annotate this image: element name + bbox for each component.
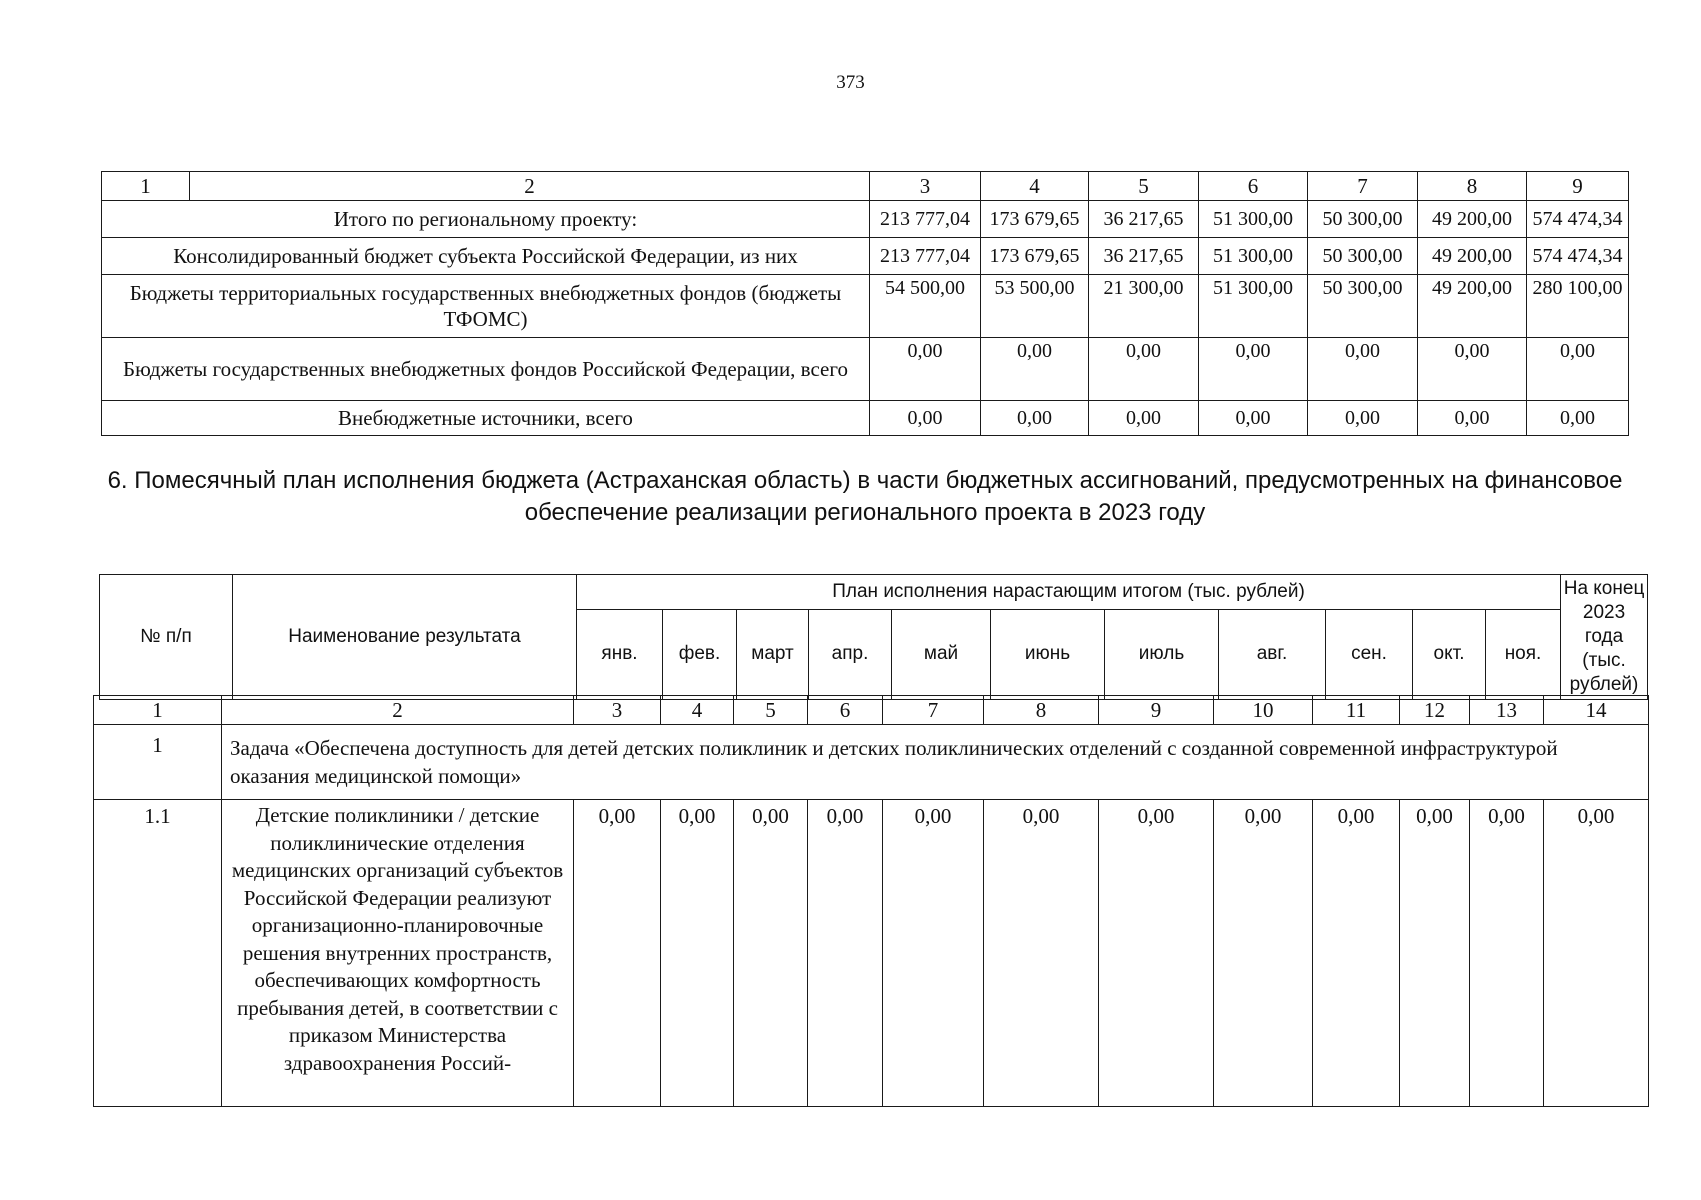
column-number: 13 <box>1470 696 1544 725</box>
value-cell: 49 200,00 <box>1418 238 1527 275</box>
column-number: 8 <box>984 696 1099 725</box>
value-cell: 0,00 <box>883 800 984 1107</box>
value-cell: 36 217,65 <box>1089 238 1199 275</box>
value-cell: 213 777,04 <box>870 201 981 238</box>
value-cell: 50 300,00 <box>1308 201 1418 238</box>
value-cell: 0,00 <box>1308 338 1418 401</box>
header-plan: План исполнения нарастающим итогом (тыс. рублей) <box>577 575 1561 610</box>
page-number: 373 <box>836 72 865 93</box>
value-cell: 0,00 <box>734 800 808 1107</box>
column-number: 8 <box>1418 172 1527 201</box>
row-label: Бюджеты территориальных государственных внебюджетных фондов (бюджеты ТФОМС) <box>102 275 870 338</box>
column-number: 4 <box>981 172 1089 201</box>
column-number: 11 <box>1313 696 1400 725</box>
header-year-end: На конец 2023 года (тыс. рублей) <box>1561 575 1648 700</box>
value-cell: 51 300,00 <box>1199 238 1308 275</box>
header-month: апр. <box>809 609 892 699</box>
column-number: 1 <box>102 172 190 201</box>
monthly-plan-header-table <box>99 574 1648 700</box>
section-title: 6. Помесячный план исполнения бюджета (Астраханская область) в части бюджетных ассигнований, предусмотренных на финансовое обеспечение реализации регионального проекта в 2023 году <box>107 467 1623 526</box>
value-cell: 51 300,00 <box>1199 275 1308 338</box>
row-label: Внебюджетные источники, всего <box>102 401 870 436</box>
funding-summary-table <box>101 171 1629 436</box>
value-cell: 0,00 <box>808 800 883 1107</box>
header-month: март <box>737 609 809 699</box>
value-cell: 0,00 <box>661 800 734 1107</box>
column-number: 5 <box>734 696 808 725</box>
value-cell: 53 500,00 <box>981 275 1089 338</box>
column-number: 2 <box>222 696 574 725</box>
column-number: 12 <box>1400 696 1470 725</box>
table-row <box>102 275 1629 338</box>
row-label: Бюджеты государственных внебюджетных фондов Российской Федерации, всего <box>102 338 870 401</box>
result-row <box>94 800 1649 1107</box>
value-cell: 0,00 <box>1418 401 1527 436</box>
column-number: 7 <box>883 696 984 725</box>
value-cell: 0,00 <box>981 338 1089 401</box>
value-cell: 0,00 <box>870 401 981 436</box>
value-cell: 0,00 <box>1527 338 1629 401</box>
header-month: июнь <box>991 609 1105 699</box>
column-number: 3 <box>574 696 661 725</box>
value-cell: 280 100,00 <box>1527 275 1629 338</box>
value-cell: 213 777,04 <box>870 238 981 275</box>
value-cell: 0,00 <box>1400 800 1470 1107</box>
value-cell: 49 200,00 <box>1418 275 1527 338</box>
table-row <box>102 338 1629 401</box>
value-cell: 0,00 <box>981 401 1089 436</box>
header-month: май <box>892 609 991 699</box>
column-number: 3 <box>870 172 981 201</box>
value-cell: 0,00 <box>1214 800 1313 1107</box>
row-label: Консолидированный бюджет субъекта Российской Федерации, из них <box>102 238 870 275</box>
value-cell: 574 474,34 <box>1527 238 1629 275</box>
column-number: 9 <box>1099 696 1214 725</box>
column-number-row <box>102 172 1629 201</box>
value-cell: 21 300,00 <box>1089 275 1199 338</box>
value-cell: 0,00 <box>1470 800 1544 1107</box>
value-cell: 50 300,00 <box>1308 238 1418 275</box>
value-cell: 0,00 <box>870 338 981 401</box>
task-number: 1 <box>94 725 222 800</box>
value-cell: 49 200,00 <box>1418 201 1527 238</box>
value-cell: 0,00 <box>574 800 661 1107</box>
header-month: ноя. <box>1486 609 1561 699</box>
column-number-row <box>94 696 1649 725</box>
value-cell: 0,00 <box>1527 401 1629 436</box>
header-number: № п/п <box>100 575 233 700</box>
value-cell: 0,00 <box>1199 401 1308 436</box>
value-cell: 50 300,00 <box>1308 275 1418 338</box>
value-cell: 0,00 <box>1199 338 1308 401</box>
table-row <box>102 238 1629 275</box>
result-description: Детские поликлиники / детские поликлинические отделения медицинских организаций субъектов Российской Федерации реализуют организационно-планировочные решения внутренних пространств, обеспечивающих комфортность пребывания детей, в соответствии с приказом Министерства здравоохранения Россий- <box>222 800 574 1107</box>
value-cell: 51 300,00 <box>1199 201 1308 238</box>
value-cell: 0,00 <box>1089 401 1199 436</box>
value-cell: 36 217,65 <box>1089 201 1199 238</box>
value-cell: 0,00 <box>1313 800 1400 1107</box>
value-cell: 173 679,65 <box>981 201 1089 238</box>
value-cell: 0,00 <box>1089 338 1199 401</box>
column-number: 10 <box>1214 696 1313 725</box>
value-cell: 0,00 <box>1099 800 1214 1107</box>
header-month: фев. <box>663 609 737 699</box>
header-month: янв. <box>577 609 663 699</box>
column-number: 7 <box>1308 172 1418 201</box>
column-number: 1 <box>94 696 222 725</box>
row-label: Итого по региональному проекту: <box>102 201 870 238</box>
header-month: сен. <box>1326 609 1413 699</box>
header-month: июль <box>1105 609 1219 699</box>
column-number: 14 <box>1544 696 1649 725</box>
column-number: 6 <box>1199 172 1308 201</box>
table-row <box>102 201 1629 238</box>
column-number: 5 <box>1089 172 1199 201</box>
value-cell: 0,00 <box>1544 800 1649 1107</box>
value-cell: 0,00 <box>1418 338 1527 401</box>
value-cell: 0,00 <box>1308 401 1418 436</box>
result-number: 1.1 <box>94 800 222 1107</box>
value-cell: 173 679,65 <box>981 238 1089 275</box>
column-number: 6 <box>808 696 883 725</box>
column-number: 2 <box>190 172 870 201</box>
monthly-plan-body-table <box>93 695 1649 1107</box>
task-description: Задача «Обеспечена доступность для детей детских поликлиник и детских поликлинических отделений с созданной современной инфраструктурой оказания медицинской помощи» <box>222 725 1649 800</box>
column-number: 4 <box>661 696 734 725</box>
value-cell: 0,00 <box>984 800 1099 1107</box>
value-cell: 54 500,00 <box>870 275 981 338</box>
task-row <box>94 725 1649 800</box>
column-number: 9 <box>1527 172 1629 201</box>
header-result-name: Наименование результата <box>233 575 577 700</box>
header-month: окт. <box>1413 609 1486 699</box>
value-cell: 574 474,34 <box>1527 201 1629 238</box>
table-row <box>102 401 1629 436</box>
header-month: авг. <box>1219 609 1326 699</box>
